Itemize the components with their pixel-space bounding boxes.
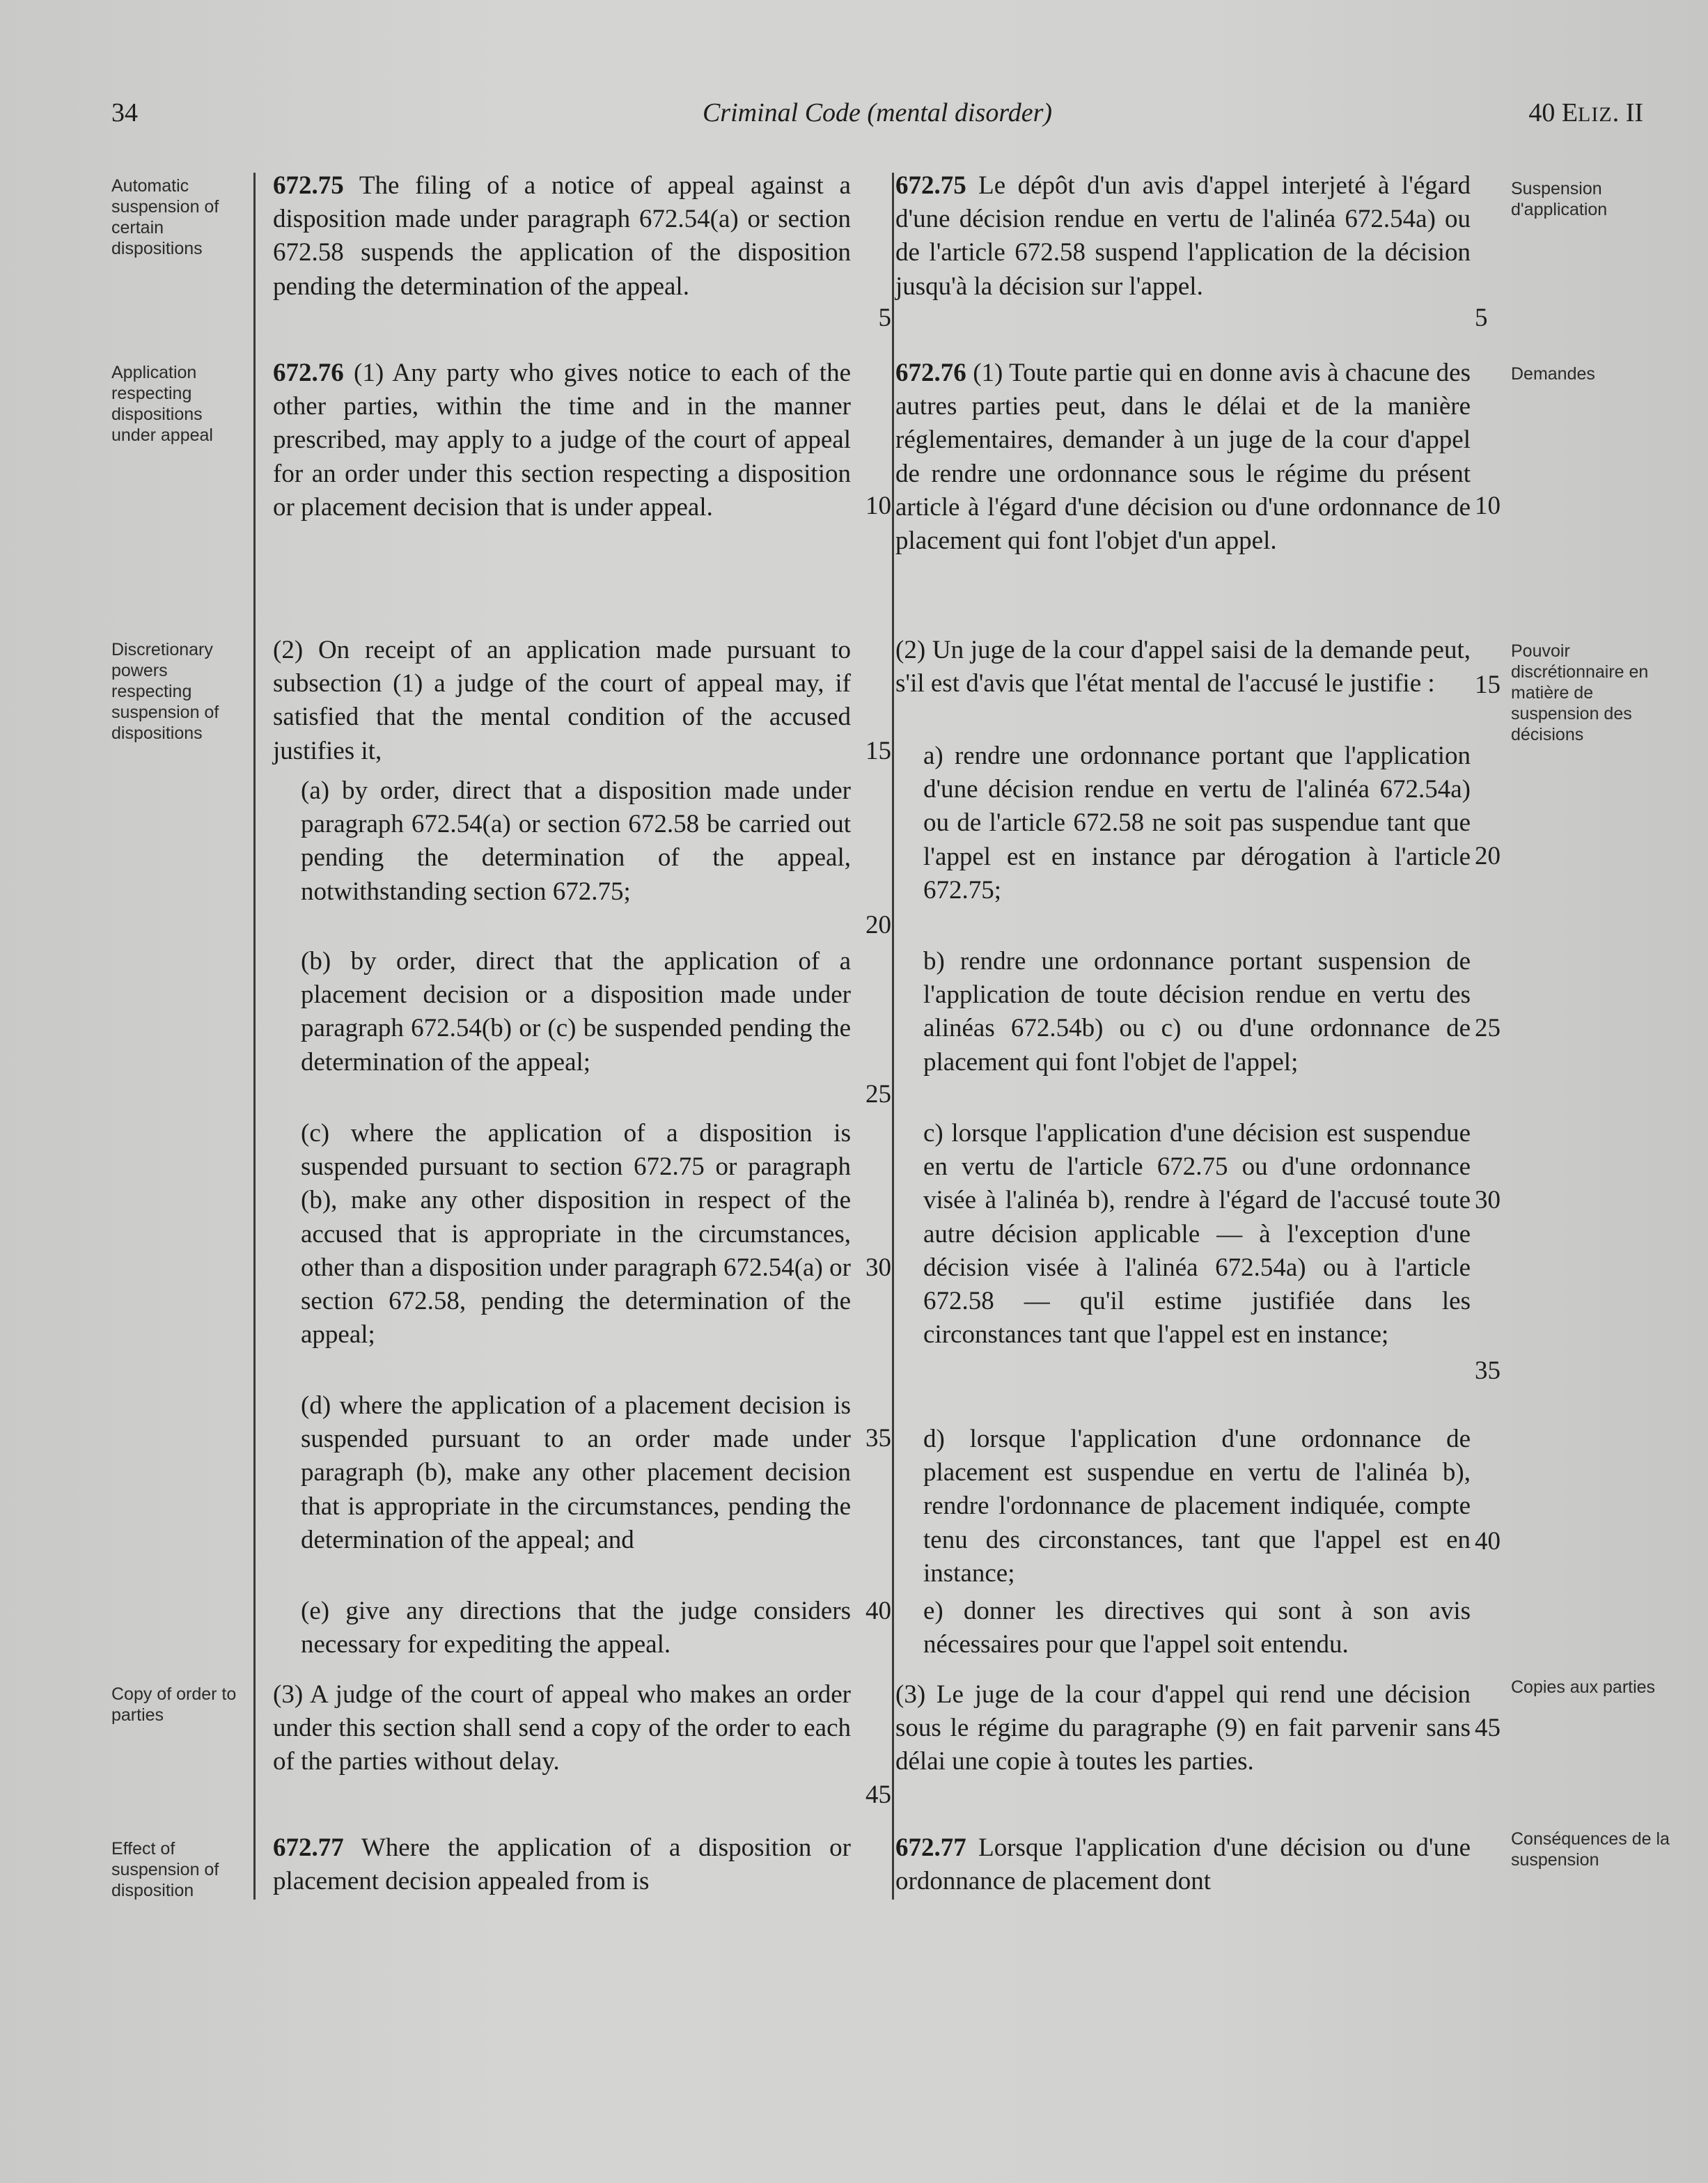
section-number: 672.77 [895,1833,966,1862]
section-text: (1) Any party who gives notice to each of the other parties, within the time and in the manner prescribed, may apply to a judge of the court of appeal for an order under this section respecting a disposition or placement decision that is under appeal. [273,359,852,522]
marginal-note-fr-copies: Copies aux parties [1511,1677,1656,1697]
subsection-text: (3) A judge of the court of appeal who makes an order under this section shall send a copy of the order to each of the parties without delay. [273,1680,851,1776]
marginal-note-fr-suspension: Suspension d'application [1511,179,1608,219]
marginal-note-en-discretionary-powers: Discretionary powers respecting suspension of dispositions [111,640,219,743]
section-number: 672.75 [273,171,344,200]
section-text: Le dépôt d'un avis d'appel interjeté à l'égard d'une décision rendue en vertu de l'alinéa 672.54a) ou de l'article 672.58 suspend l'application de la décision jusqu'à la décision sur l'appel. [895,171,1471,301]
running-title: Criminal Code (mental disorder) [702,98,1053,127]
fr-line-number: 30 [1475,1186,1501,1214]
paragraph-text: (c) where the application of a disposition is suspended pursuant to section 672.75 or paragraph (b), make any other disposition in respect of the accused that is appropriate in the circumstances, other than a disposition under paragraph 672.54(a) or section 672.58, pending the determination of the appeal; [301,1119,851,1349]
en-line-number: 40 [865,1597,891,1625]
fr-subsection-672-76-3 [895,1678,1471,1779]
fr-line-number: 35 [1475,1356,1501,1385]
regnal-smallcaps: LIZ [1578,103,1613,126]
en-line-number: 25 [865,1080,891,1109]
regnal-year [1528,97,1643,128]
fr-subsection-672-76-2 [895,634,1471,701]
marginal-note-fr-pouvoir: Pouvoir discrétionnaire en matière de suspension des décisions [1511,641,1649,744]
en-section-672-75 [273,169,851,304]
paragraph-text: c) lorsque l'application d'une décision est suspendue en vertu de l'article 672.75 ou d'une ordonnance visée à l'alinéa b), rendre à l'égard de l'accusé toute autre décision applicable — à l'exception d'une décision visée à l'alinéa 672.54a) ou à l'article 672.58 — qu'il estime justifiée dans les circonstances tant que l'appel est en instance; [923,1119,1471,1349]
marginal-note-fr-demandes: Demandes [1511,364,1595,384]
section-number: 672.77 [273,1833,344,1862]
fr-section-672-77 [895,1831,1471,1898]
en-paragraph-d [273,1389,851,1557]
section-text: Where the application of a disposition or placement decision appealed from is [273,1833,851,1896]
paragraph-text: e) donner les directives qui sont à son avis nécessaires pour que l'appel soit entendu. [923,1597,1471,1659]
fr-paragraph-a [895,740,1471,907]
fr-line-number: 15 [1475,671,1501,699]
paragraph-text: (b) by order, direct that the application of a placement decision or a disposition made under paragraph 672.54(b) or (c) be suspended pending the determination of the appeal; [301,947,851,1077]
fr-paragraph-e [895,1595,1471,1661]
en-section-672-76-1 [273,357,851,524]
subsection-text: (2) Un juge de la cour d'appel saisi de la demande peut, s'il est d'avis que l'état mental de l'accusé le justifie : [895,636,1471,698]
en-line-number: 30 [865,1253,891,1282]
section-text: (1) Toute partie qui en donne avis à chacune des autres parties peut, dans le délai et de la manière réglementaires, demander à un juge de la cour d'appel de rendre une ordonnance sous le régime du présent article à l'égard d'une décision ou d'une ordonnance de placement qui font l'objet d'un appel. [895,359,1471,556]
paragraph-text: b) rendre une ordonnance portant suspension de l'application de toute décision rendue en vertu des alinéas 672.54b) ou c) ou d'une ordonnance de placement qui font l'objet de l'appel; [923,947,1471,1077]
page-header [111,97,1643,139]
fr-line-number: 45 [1475,1714,1501,1742]
en-subsection-672-76-3 [273,1678,851,1779]
section-text: The filing of a notice of appeal against a disposition made under paragraph 672.54(a) or section 672.58 suspends the application of the disposition pending the determination of the appeal. [273,171,851,301]
center-column-rule [892,173,894,1900]
fr-section-672-76-1 [895,357,1471,558]
en-section-672-77 [273,1831,851,1898]
left-column-rule [253,173,256,1900]
en-line-number: 20 [865,911,891,939]
paragraph-text: (d) where the application of a placement decision is suspended pursuant to an order made under paragraph (b), make any other placement decision that is appropriate in the circumstances, pending the determination of the appeal; and [301,1391,851,1554]
fr-paragraph-b [895,945,1471,1079]
fr-line-number: 25 [1475,1014,1501,1042]
en-paragraph-a [273,774,851,909]
marginal-note-en-copy-of-order: Copy of order to parties [111,1684,237,1725]
marginal-note-en-effect-of-suspension: Effect of suspension of disposition [111,1839,219,1900]
marginal-note-en-application: Application respecting dispositions under appeal [111,363,213,445]
fr-section-672-75 [895,169,1471,304]
paragraph-text: (a) by order, direct that a disposition made under paragraph 672.54(a) or section 672.58 be carried out pending the determination of the appeal, notwithstanding section 672.75; [301,776,851,906]
section-number: 672.76 [895,359,966,387]
paragraph-text: a) rendre une ordonnance portant que l'application d'une décision rendue en vertu de l'alinéa 672.54a) ou de l'article 672.58 ne soit pas suspendue tant que l'appel est en instance par dérogation à l'article 672.75; [923,742,1471,905]
section-number: 672.75 [895,171,966,200]
page-number: 34 [111,98,138,127]
subsection-text: (3) Le juge de la cour d'appel qui rend une décision sous le régime du paragraphe (9) en fait parvenir sans délai une copie à toutes les parties. [895,1680,1471,1776]
marginal-note-fr-consequences: Conséquences de la suspension [1511,1829,1670,1870]
regnal-suffix: . II [1612,98,1643,127]
section-text: Lorsque l'application d'une décision ou d'une ordonnance de placement dont [895,1833,1471,1896]
fr-line-number: 5 [1475,304,1488,332]
en-subsection-672-76-2 [273,634,851,768]
en-line-number: 45 [865,1781,891,1809]
section-number: 672.76 [273,359,344,387]
en-paragraph-c [273,1117,851,1352]
fr-line-number: 40 [1475,1527,1501,1556]
en-line-number: 15 [865,737,891,765]
fr-paragraph-d [895,1423,1471,1590]
fr-line-number: 20 [1475,842,1501,870]
paragraph-text: (e) give any directions that the judge considers necessary for expediting the appeal. [301,1597,851,1659]
en-paragraph-e [273,1595,851,1661]
regnal-prefix: 40 E [1528,98,1578,127]
en-paragraph-b [273,945,851,1079]
en-line-number: 5 [878,304,891,332]
fr-line-number: 10 [1475,492,1501,520]
marginal-note-en-automatic-suspension: Automatic suspension of certain dispositions [111,176,219,258]
fr-paragraph-c [895,1117,1471,1352]
en-line-number: 35 [865,1424,891,1453]
paragraph-text: d) lorsque l'application d'une ordonnance de placement est suspendue en vertu de l'alinéa b), rendre l'ordonnance de placement indiquée, compte tenu des circonstances, tant que l'appel est en instance; [923,1425,1471,1588]
subsection-text: (2) On receipt of an application made pursuant to subsection (1) a judge of the court of appeal may, if satisfied that the mental condition of the accused justifies it, [273,636,851,765]
en-line-number: 10 [865,492,891,520]
